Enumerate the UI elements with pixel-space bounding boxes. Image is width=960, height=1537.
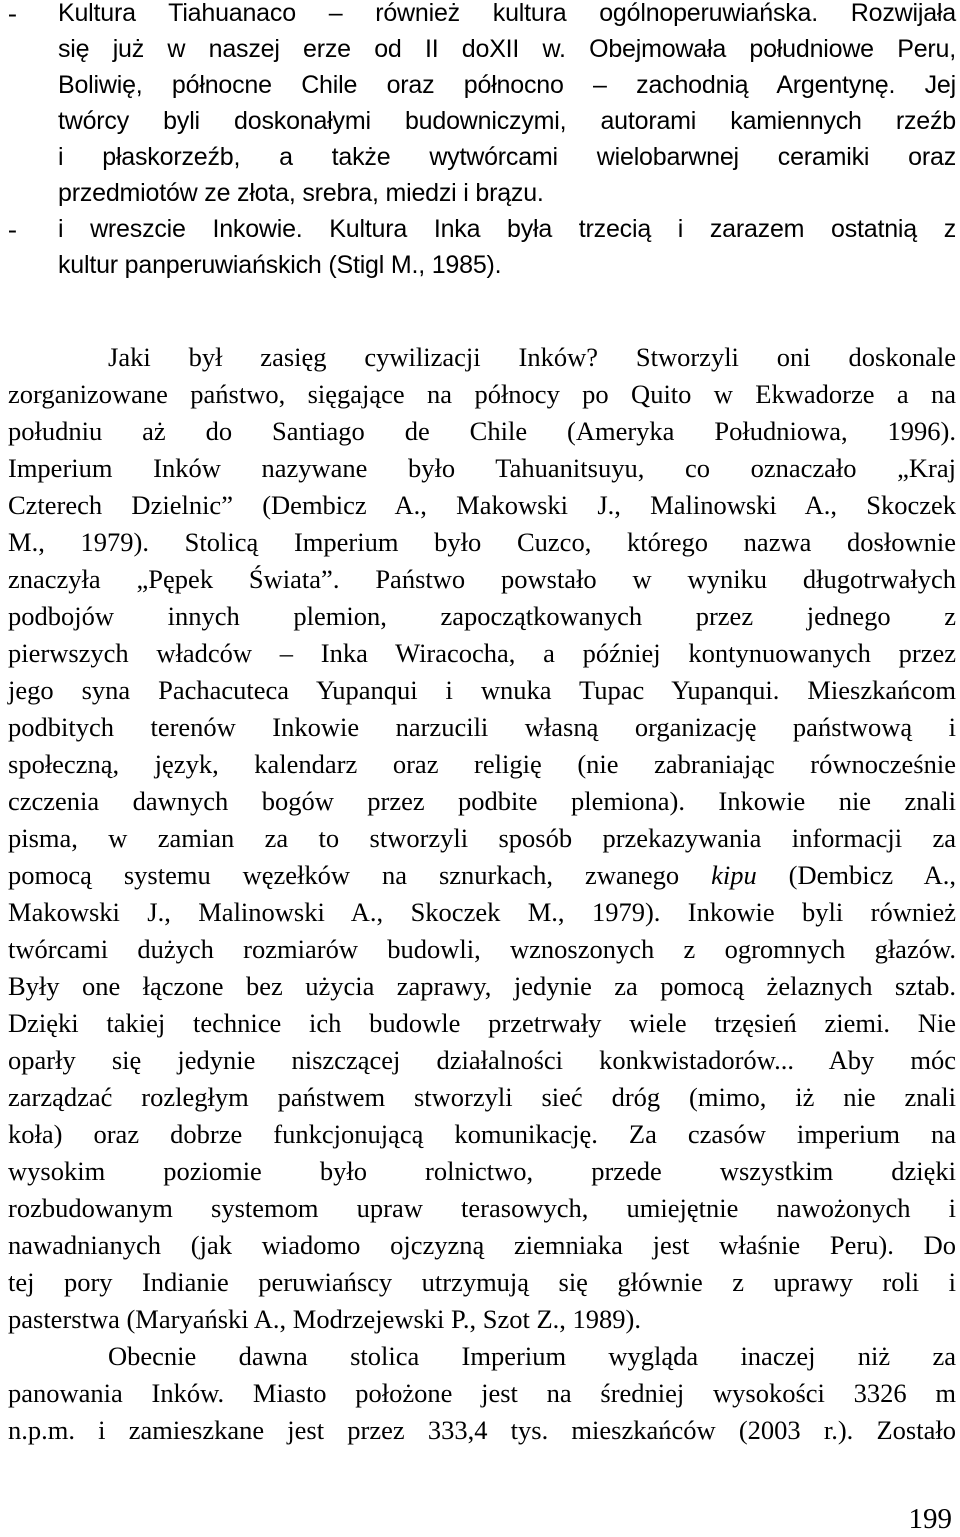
paragraph-line: społeczną, język, kalendarz oraz religię (nie zabraniając równocześnie bbox=[8, 749, 956, 779]
paragraph-line: nawadnianych (jak wiadomo ojczyzną ziemniaka jest właśnie Peru). Do bbox=[8, 1230, 956, 1260]
paragraph-line: zarządzać rozległym państwem stworzyli sieć dróg (mimo, iż nie znali bbox=[8, 1082, 956, 1112]
paragraph-line: tej pory Indianie peruwiańscy utrzymują się głównie z uprawy roli i bbox=[8, 1267, 956, 1297]
list-item-1-line: i płaskorzeźb, a także wytwórcami wielobarwnej ceramiki oraz bbox=[58, 143, 956, 171]
paragraph-line: jego syna Pachacuteca Yupanqui i wnuka Tupac Yupanqui. Mieszkańcom bbox=[8, 675, 956, 705]
paragraph-line: zorganizowane państwo, sięgające na północy po Quito w Ekwadorze a na bbox=[8, 379, 956, 409]
list-item-1-line: przedmiotów ze złota, srebra, miedzi i brązu. bbox=[58, 179, 544, 207]
kipu-term: kipu bbox=[711, 860, 757, 890]
paragraph-line: oparły się jedynie niszczącej działalności konkwistadorów... Aby móc bbox=[8, 1045, 956, 1075]
page-number: 199 bbox=[908, 1503, 952, 1535]
list-item-1-line: Boliwię, północne Chile oraz północno – zachodnią Argentynę. Jej bbox=[58, 71, 956, 99]
paragraph-line: znaczyła „Pępek Świata”. Państwo powstało w wyniku długotrwałych bbox=[8, 564, 956, 594]
paragraph-line: wysokim poziomie było rolnictwo, przede wszystkim dzięki bbox=[8, 1156, 956, 1186]
paragraph-line: Dzięki takiej technice ich budowle przetrwały wiele trzęsień ziemi. Nie bbox=[8, 1008, 956, 1038]
paragraph-line: podbojów innych plemion, zapoczątkowanych przez jednego z bbox=[8, 601, 956, 631]
paragraph-line-kipu bbox=[8, 859, 956, 891]
paragraph-line: pasterstwa (Maryański A., Modrzejewski P., Szot Z., 1989). bbox=[8, 1304, 641, 1334]
paragraph-line: rozbudowanym systemom upraw terasowych, umiejętnie nawożonych i bbox=[8, 1193, 956, 1223]
paragraph-line: podbitych terenów Inkowie narzucili własną organizację państwową i bbox=[8, 712, 956, 742]
kipu-after: (Dembicz A., bbox=[756, 860, 956, 890]
kipu-before: pomocą systemu węzełków na sznurkach, zwanego bbox=[8, 860, 712, 890]
list-item-1-line: Kultura Tiahuanaco – również kultura ogólnoperuwiańska. Rozwijała bbox=[58, 0, 956, 27]
paragraph-line: panowania Inków. Miasto położone jest na średniej wysokości 3326 m bbox=[8, 1378, 956, 1408]
paragraph-line: Jaki był zasięg cywilizacji Inków? Stworzyli oni doskonale bbox=[108, 342, 956, 372]
paragraph-line: M., 1979). Stolicą Imperium było Cuzco, którego nazwa dosłownie bbox=[8, 527, 956, 557]
paragraph-line: n.p.m. i zamieszkane jest przez 333,4 tys. mieszkańców (2003 r.). Zostało bbox=[8, 1415, 956, 1445]
list-item-1-line: się już w naszej erze od II doXII w. Obejmowała południowe Peru, bbox=[58, 35, 956, 63]
paragraph-line: twórcami dużych rozmiarów budowli, wznoszonych z ogromnych głazów. bbox=[8, 934, 956, 964]
paragraph-line: Makowski J., Malinowski A., Skoczek M., 1979). Inkowie byli również bbox=[8, 897, 956, 927]
paragraph-line: czczenia dawnych bogów przez podbite plemiona). Inkowie nie znali bbox=[8, 786, 956, 816]
list-item-2-line: i wreszcie Inkowie. Kultura Inka była trzecią i zarazem ostatnią z bbox=[58, 215, 956, 243]
paragraph-line: Czterech Dzielnic” (Dembicz A., Makowski J., Malinowski A., Skoczek bbox=[8, 490, 956, 520]
paragraph-line: Imperium Inków nazywane było Tahuanitsuyu, co oznaczało „Kraj bbox=[8, 453, 956, 483]
list-item-1-line: twórcy byli doskonałymi budowniczymi, autorami kamiennych rzeźb bbox=[58, 107, 956, 135]
list-dash: - bbox=[8, 0, 17, 28]
paragraph-line: Obecnie dawna stolica Imperium wygląda inaczej niż za bbox=[108, 1341, 956, 1371]
list-dash: - bbox=[8, 214, 17, 244]
paragraph-line: Były one łączone bez użycia zaprawy, jedynie za pomocą żelaznych sztab. bbox=[8, 971, 956, 1001]
paragraph-line: koła) oraz dobrze funkcjonującą komunikację. Za czasów imperium na bbox=[8, 1119, 956, 1149]
paragraph-line: pierwszych władców – Inka Wiracocha, a później kontynuowanych przez bbox=[8, 638, 956, 668]
paragraph-line: pisma, w zamian za to stworzyli sposób przekazywania informacji za bbox=[8, 823, 956, 853]
paragraph-line: południu aż do Santiago de Chile (Ameryka Południowa, 1996). bbox=[8, 416, 956, 446]
list-item-2-line: kultur panperuwiańskich (Stigl M., 1985). bbox=[58, 251, 502, 279]
